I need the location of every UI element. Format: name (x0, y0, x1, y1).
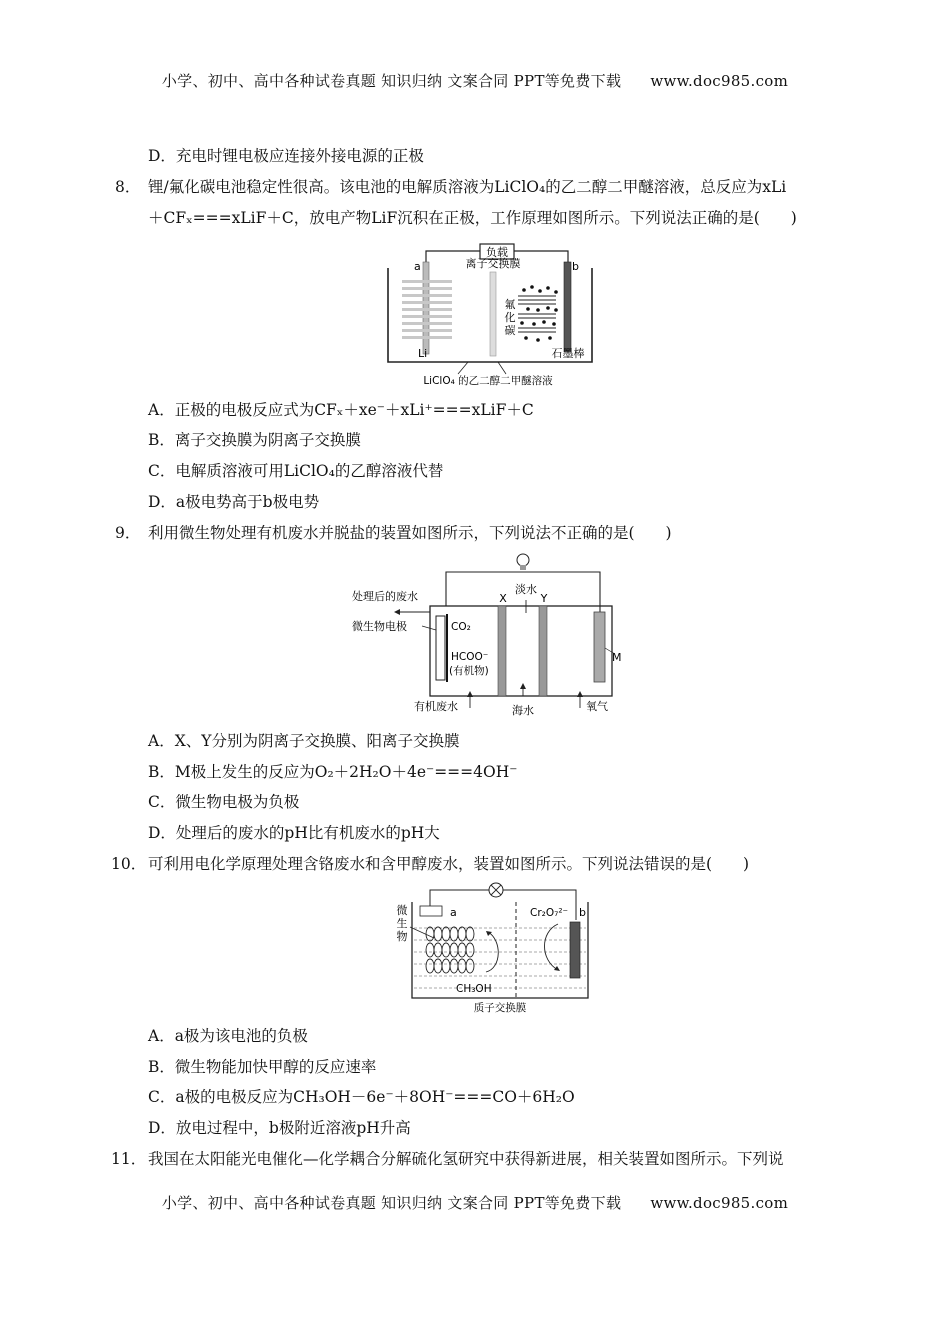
svg-text:CO₂: CO₂ (451, 621, 471, 633)
prev-option-d: D．充电时锂电极应连接外接电源的正极 (148, 147, 424, 165)
svg-text:化: 化 (504, 311, 516, 324)
svg-text:氧气: 氧气 (586, 700, 608, 713)
question-number: 11． (111, 1150, 147, 1168)
option-c: C．电解质溶液可用LiClO₄的乙醇溶液代替 (148, 462, 444, 480)
svg-text:a: a (414, 260, 421, 273)
option-a: A．正极的电极反应式为CFₓ＋xe⁻＋xLi⁺===xLiF＋C (148, 401, 534, 419)
question-stem-line2: ＋CFₓ===xLiF＋C，放电产物LiF沉积在正极，工作原理如图所示。下列说法正确的是( ) (148, 209, 797, 227)
svg-text:海水: 海水 (512, 704, 534, 717)
figure-microbial-desalination (350, 550, 620, 720)
svg-text:处理后的废水: 处理后的废水 (352, 590, 418, 603)
load-label: 负载 (486, 246, 508, 259)
figure-chromium-cell (390, 880, 600, 1012)
page-footer (0, 1192, 950, 1213)
svg-text:X: X (499, 592, 507, 605)
option-c: C．微生物电极为负极 (148, 793, 300, 811)
svg-text:b: b (579, 906, 586, 919)
option-d: D．处理后的废水的pH比有机废水的pH大 (148, 824, 440, 842)
option-a: A．a极为该电池的负极 (148, 1027, 308, 1045)
svg-text:M: M (612, 651, 622, 664)
svg-text:HCOO⁻: HCOO⁻ (451, 651, 489, 663)
option-d: D．放电过程中，b极附近溶液pH升高 (148, 1119, 411, 1137)
question-number: 8． (115, 178, 141, 196)
membrane-label: 质子交换膜 (473, 1002, 527, 1014)
svg-text:氟: 氟 (504, 298, 516, 311)
question-number: 10． (111, 855, 147, 873)
svg-text:(有机物): (有机物) (449, 665, 489, 677)
svg-text:b: b (572, 260, 579, 273)
membrane-label: 离子交换膜 (465, 257, 521, 270)
option-d: D．a极电势高于b极电势 (148, 493, 320, 511)
svg-text:微: 微 (396, 904, 408, 917)
option-b: B．离子交换膜为阴离子交换膜 (148, 431, 361, 449)
figure-lithium-cell (380, 236, 600, 388)
question-stem: 可利用电化学原理处理含铬废水和含甲醇废水，装置如图所示。下列说法错误的是( ) (148, 855, 750, 873)
svg-text:淡水: 淡水 (515, 583, 537, 596)
svg-text:有机废水: 有机废水 (414, 700, 458, 713)
svg-text:石墨棒: 石墨棒 (551, 347, 585, 360)
svg-text:碳: 碳 (504, 324, 516, 337)
header-site: www.doc985.com (650, 72, 789, 90)
option-c: C．a极的电极反应为CH₃OH－6e⁻＋8OH⁻===CO＋6H₂O (148, 1088, 575, 1106)
svg-text:物: 物 (396, 930, 408, 943)
question-stem: 我国在太阳能光电催化—化学耦合分解硫化氢研究中获得新进展，相关装置如图所示。下列说 (148, 1150, 784, 1168)
option-a: A．X、Y分别为阴离子交换膜、阳离子交换膜 (148, 732, 460, 750)
footer-text: 小学、初中、高中各种试卷真题 知识归纳 文案合同 PPT等免费下载 (161, 1194, 622, 1212)
svg-text:Y: Y (540, 592, 548, 605)
option-b: B．M极上发生的反应为O₂＋2H₂O＋4e⁻===4OH⁻ (148, 763, 518, 781)
svg-text:Li: Li (418, 347, 428, 360)
svg-text:微生物电极: 微生物电极 (352, 620, 407, 633)
question-stem-line1: 锂/氟化碳电池稳定性很高。该电池的电解质溶液为LiClO₄的乙二醇二甲醚溶液，总反应为xLi (148, 178, 787, 196)
footer-site: www.doc985.com (650, 1194, 789, 1212)
header-text: 小学、初中、高中各种试卷真题 知识归纳 文案合同 PPT等免费下载 (161, 72, 622, 90)
page-header (0, 70, 950, 91)
svg-text:Cr₂O₇²⁻: Cr₂O₇²⁻ (530, 907, 569, 919)
svg-text:生: 生 (396, 917, 408, 930)
svg-text:a: a (450, 906, 457, 919)
question-stem: 利用微生物处理有机废水并脱盐的装置如图所示，下列说法不正确的是( ) (148, 524, 672, 542)
solution-label: LiClO₄ 的乙二醇二甲醚溶液 (423, 375, 553, 387)
svg-text:CH₃OH: CH₃OH (456, 983, 492, 995)
option-b: B．微生物能加快甲醇的反应速率 (148, 1058, 377, 1076)
question-number: 9． (115, 524, 141, 542)
